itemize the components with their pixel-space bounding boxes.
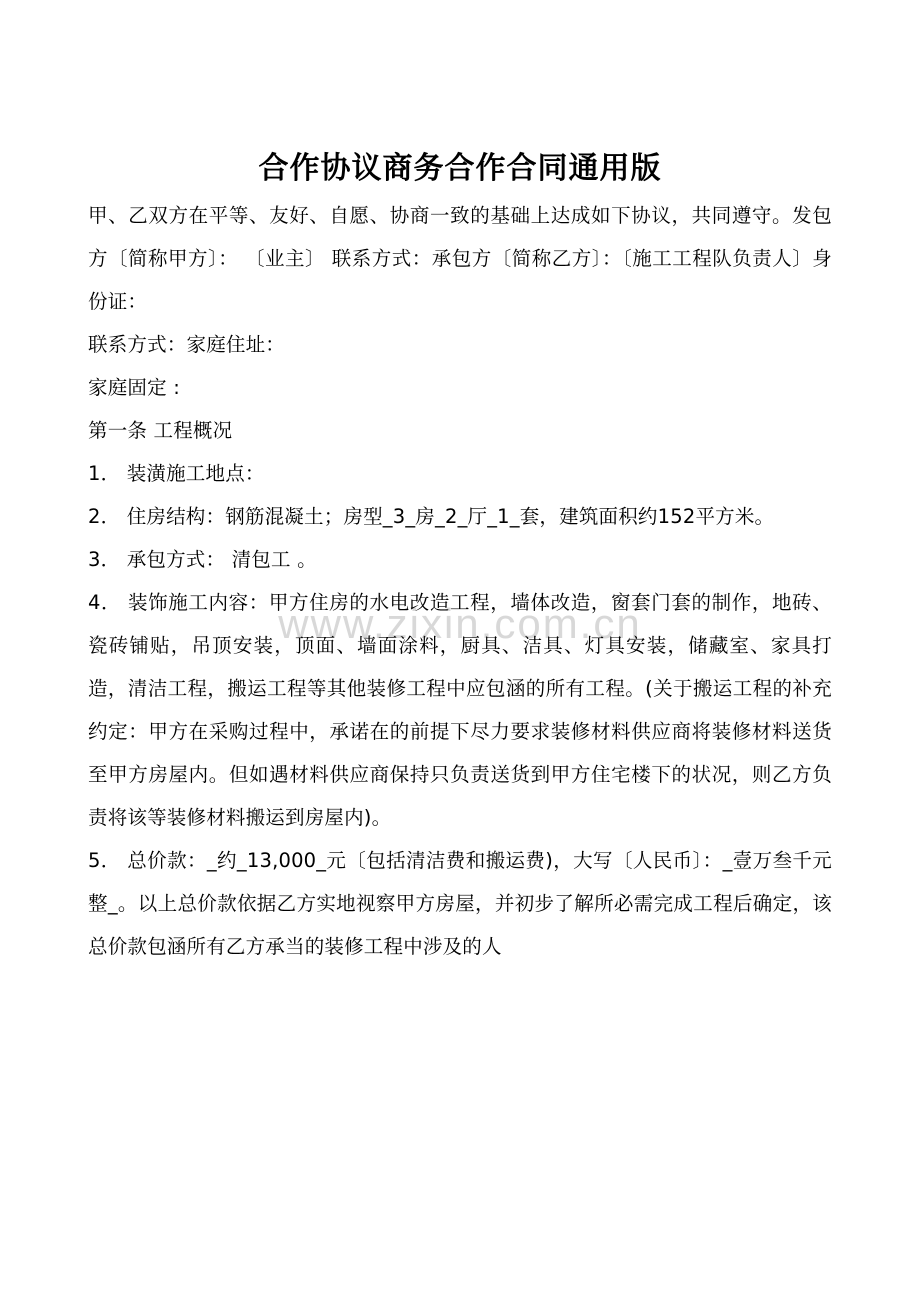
page-title: 合作协议商务合作合同通用版 xyxy=(258,151,662,186)
section-heading-1: 第一条 工程概况 xyxy=(88,418,233,442)
paragraph-1: 甲、乙双方在平等、友好、自愿、协商一致的基础上达成如下协议，共同遵守。发包方〔简称甲方〕： 〔业主〕 联系方式：承包方〔简称乙方〕：〔施工工程队负责人〕身份证： xyxy=(88,203,832,313)
watermark: www.zixin.com.cn xyxy=(278,600,642,647)
document-body xyxy=(88,194,832,968)
paragraph-2: 联系方式：家庭住址： xyxy=(88,332,286,356)
list-item-2: 2． 住房结构：钢筋混凝土；房型_3_房_2_厅_1_套，建筑面积约152平方米。 xyxy=(88,504,775,528)
list-item-4: 4． 装饰施工内容：甲方住房的水电改造工程，墙体改造，窗套门套的制作，地砖、瓷砖铺贴，吊顶安装，顶面、墙面涂料，厨具、洁具、灯具安装，储藏室、家具打造，清洁工程，搬运工程等其他装修工程中应包涵的所有工程。(关于搬运工程的补充约定：甲方在采购过程中，承诺在的前提下尽力要求装修材料供应商将装修材料送货至甲方房屋内。但如遇材料供应商保持只负责送货到甲方住宅楼下的状况，则乙方负责将该等装修材料搬运到房屋内)。 xyxy=(88,590,832,829)
list-item-3: 3． 承包方式： 清包工 。 xyxy=(88,547,317,571)
list-item-1: 1． 装潢施工地点： xyxy=(88,461,265,485)
list-item-5: 5． 总价款：_约_13,000_元〔包括清洁费和搬运费)，大写〔人民币〕：_壹万叁千元整_。以上总价款依据乙方实地视察甲方房屋，并初步了解所必需完成工程后确定，该总价款包涵所有乙方承当的装修工程中涉及的人 xyxy=(88,848,832,958)
paragraph-3: 家庭固定 : xyxy=(88,375,180,399)
